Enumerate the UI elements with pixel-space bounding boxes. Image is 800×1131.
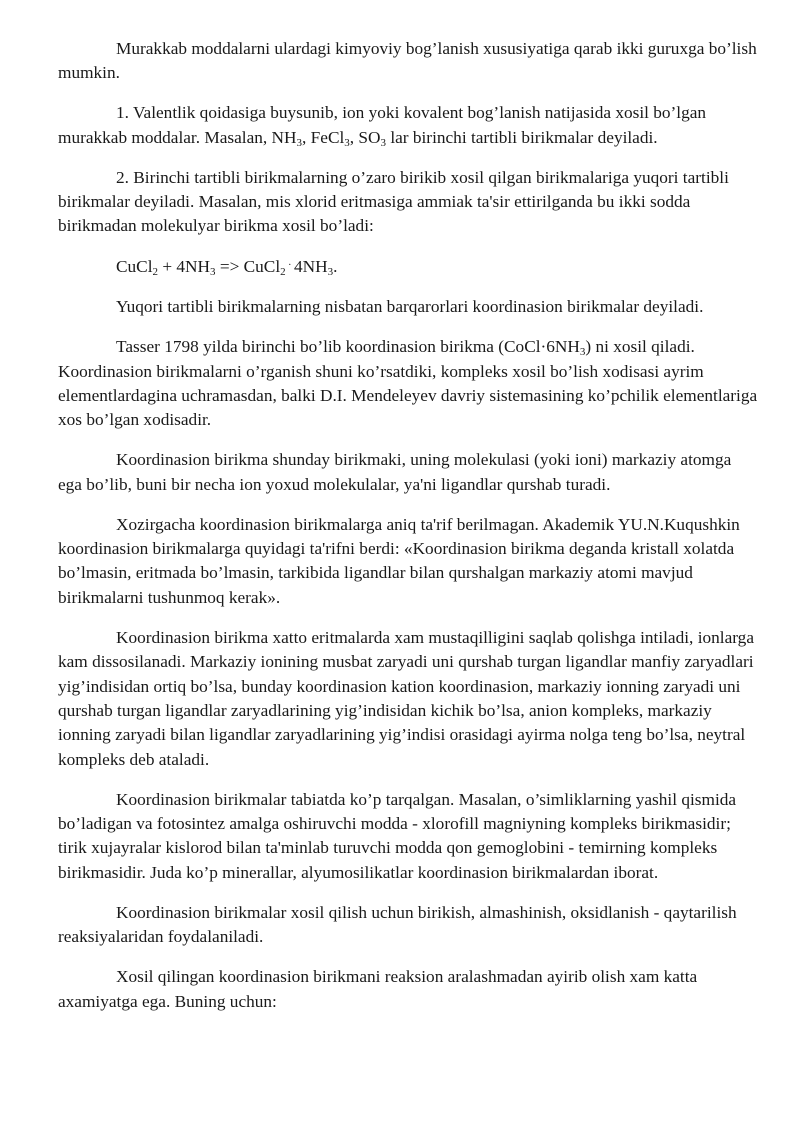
paragraph-9: Koordinasion birikmalar tabiatda ko’p tarqalgan. Masalan, o’simliklarning yashil qismida bo’ladigan va fotosintez amalga oshiruvchi modda - xlorofill magniyning kompleks birikmasidir; tirik xujayralar kislorod bilan ta'minlab turuvchi modda qon gemoglobini - temirning kompleks birikmasidir. Juda ko’p minerallar, alyumosilikatlar koordinasion birikmalardan iborat. — [58, 789, 737, 882]
text-run: 1. Valentlik qoidasiga buysunib, ion yoki kovalent bog’lanish natijasida xosil bo’lgan murakkab moddalar. Masalan, NH — [58, 103, 707, 147]
paragraph-1: Murakkab moddalarni ulardagi kimyoviy bog’lanish xususiyatiga qarab ikki guruxga bo’lish mumkin. — [58, 39, 757, 83]
paragraph-5 — [58, 335, 758, 433]
subscript: 3 — [579, 346, 586, 359]
subscript: 2 — [152, 266, 158, 279]
subscript: 2 — [280, 266, 286, 279]
paragraph-8: Koordinasion birikma xatto eritmalarda xam mustaqilligini saqlab qolishga intiladi, ionlarga kam dissosilanadi. Markaziy ionining musbat zaryadi uni qurshab turgan ligandlar manfiy zaryadlari yig’indisidan ortiq bo’lsa, bunday koordinasion kation koordinasion, markaziy ionning zaryadi uni qurshab turgan ligandlar zaryadlarining yig’indisidan kichik bo’lsa, anion kompleks, markaziy ionning zaryadi bilan ligandlar zaryadlarining yig’indisi orasidagi ayirma nolga teng bo’lsa, neytral kompleks deb ataladi. — [58, 627, 754, 769]
text-run: 4NH — [293, 257, 328, 277]
text-run: Tasser 1798 yilda birinchi bo’lib koordinasion birikma (CoCl·6NH — [116, 337, 580, 357]
document-page — [58, 37, 758, 1029]
subscript: 3 — [327, 266, 334, 279]
subscript: 3 — [210, 266, 216, 279]
paragraph-10: Koordinasion birikmalar xosil qilish uchun birikish, almashinish, oksidlanish - qaytarilish reaksiyalaridan foydalaniladi. — [58, 902, 737, 947]
paragraph-4: Yuqori tartibli birikmalarning nisbatan barqarorlari koordinasion birikmalar deyiladi. — [116, 297, 704, 317]
subscript: 3 — [296, 136, 303, 149]
text-run: , FeCl — [302, 127, 345, 147]
paragraph-7: Xozirgacha koordinasion birikmalarga aniq ta'rif berilmagan. Akademik YU.N.Kuqushkin koordinasion birikmalarga quyidagi ta'rifni berdi: «Koordinasion birikma deganda kristall xolatda bo’lmasin, eritmada bo’lmasin, tarkibida ligandlar bilan qurshalgan markaziy atomi mavjud birikmalarni tushunmoq kerak». — [58, 514, 740, 607]
text-run: ) ni xosil qiladi. Koordinasion birikmalarni o’rganish shuni ko’rsatdiki, kompleks xosil bo’lish xodisasi ayrim elementlardagina uchramasdan, balki D.I. Mendeleyev davriy sistemasining ko’pchilik elementlariga xos bo’lgan xodisadir. — [58, 337, 758, 430]
text-run: + 4NH — [158, 257, 210, 277]
text-run: lar birinchi tartibli birikmalar deyiladi. — [386, 127, 658, 147]
subscript: 3 — [380, 136, 386, 149]
text-run: => CuCl — [215, 257, 281, 277]
paragraph-6: Koordinasion birikma shunday birikmaki, uning molekulasi (yoki ioni) markaziy atomga ega bo’lib, buni bir necha ion yoxud molekulalar, ya'ni ligandlar qurshab turadi. — [58, 450, 732, 494]
subscript: 3 — [344, 136, 350, 149]
text-run: , SO — [349, 127, 381, 147]
text-run: . — [333, 257, 338, 277]
reaction-formula — [58, 254, 758, 279]
paragraph-11: Xosil qilingan koordinasion birikmani reaksion aralashmadan ayirib olish xam katta axamiyatga ega. Buning uchun: — [58, 967, 698, 1011]
paragraph-3: 2. Birinchi tartibli birikmalarning o’zaro birikib xosil qilgan birikmalariga yuqori tartibli birikmalar deyiladi. Masalan, mis xlorid eritmasiga ammiak ta'sir ettirilganda bu ikki sodda birikmadan molekulyar birikma xosil bo’ladi: — [58, 167, 729, 236]
text-run: CuCl — [116, 257, 153, 277]
middle-dot: · — [285, 260, 294, 272]
paragraph-2 — [58, 101, 758, 150]
